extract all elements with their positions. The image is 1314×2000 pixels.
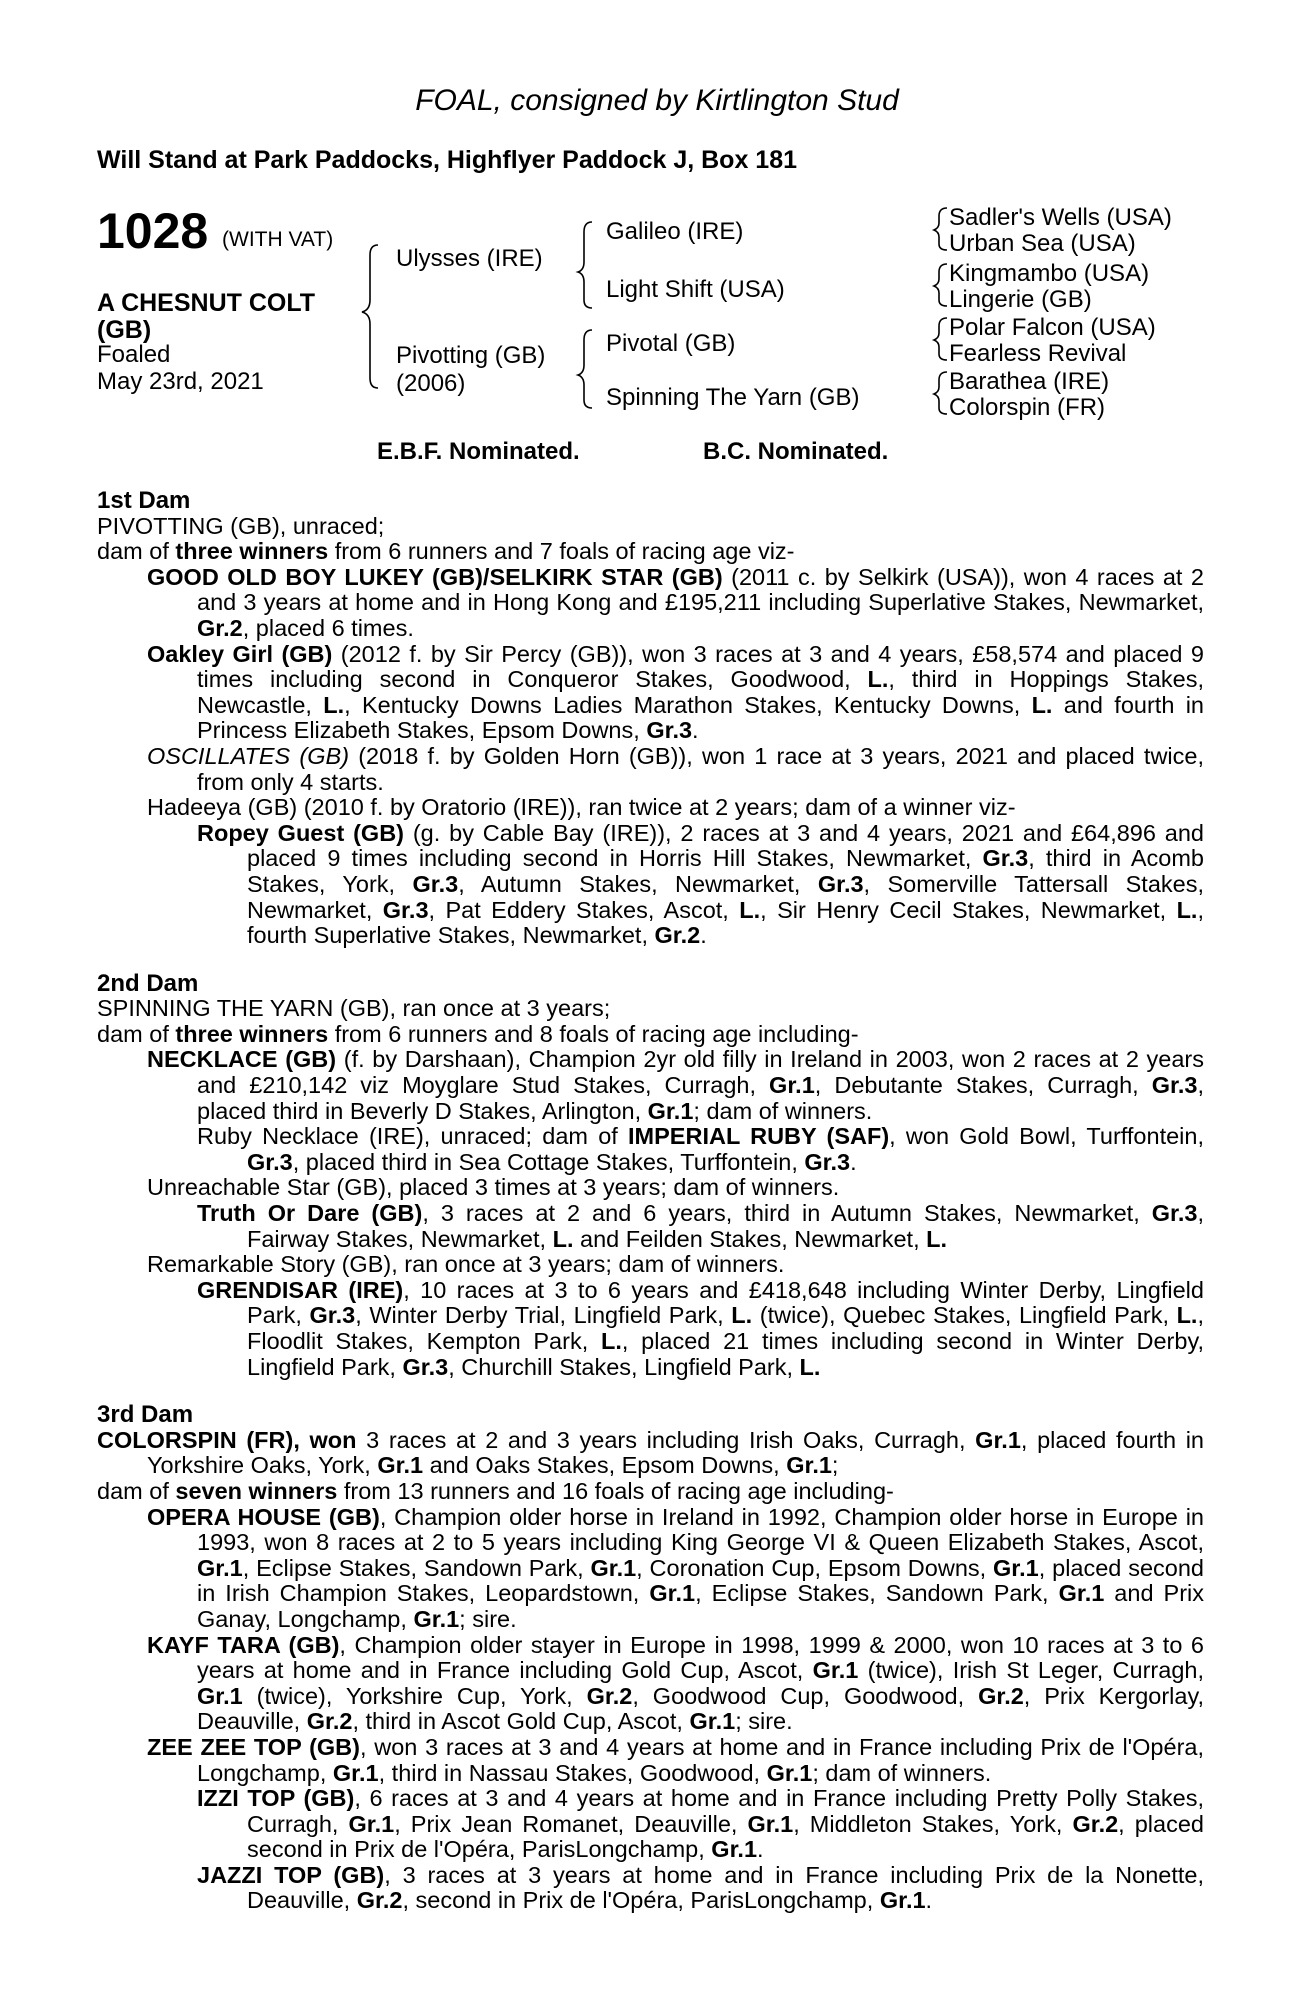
ebf-nominated: E.B.F. Nominated. bbox=[377, 438, 580, 465]
pedigree-ggp: Sadler's Wells (USA) bbox=[949, 204, 1172, 231]
pedigree-ggp: Lingerie (GB) bbox=[949, 286, 1092, 313]
first-dam-section bbox=[97, 488, 1204, 949]
second-dam-section bbox=[97, 971, 1204, 1381]
pedigree-dam-dam: Spinning The Yarn (GB) bbox=[606, 384, 860, 411]
dam-summary-line: COLORSPIN (FR), won 3 races at 2 and 3 years including Irish Oaks, Curragh, Gr.1, placed fourth in Yorkshire Oaks, York, Gr.1 and Oaks Stakes, Epsom Downs, Gr.1; bbox=[97, 1426, 1205, 1479]
produce-entry: Hadeeya (GB) (2010 f. by Oratorio (IRE)), ran twice at 2 years; dam of a winner viz- bbox=[147, 794, 1016, 821]
produce-entry: GRENDISAR (IRE), 10 races at 3 to 6 years and £418,648 including Winter Derby, Lingfield Park, Gr.3, Winter Derby Trial, Lingfield Park, L. (twice), Quebec Stakes, Lingfield Park, L., Floodlit Stakes, Kempton Park, L., placed 21 times including second in Winter Derby, Lingfield Park, Gr.3, Churchill Stakes, Lingfield Park, L. bbox=[197, 1276, 1204, 1380]
pedigree-dam-year: (2006) bbox=[396, 370, 466, 397]
section-heading: 2nd Dam bbox=[97, 969, 199, 997]
produce-entry: Ruby Necklace (IRE), unraced; dam of IMPERIAL RUBY (SAF), won Gold Bowl, Turffontein, Gr.3, placed third in Sea Cottage Stakes, Turffontein, Gr.3. bbox=[197, 1123, 1204, 1175]
produce-entry: JAZZI TOP (GB), 3 races at 3 years at home and in France including Prix de la Nonette, Deauville, Gr.2, second in Prix de l'Opéra, ParisLongchamp, Gr.1. bbox=[197, 1861, 1204, 1914]
pedigree-dam: Pivotting (GB) bbox=[396, 342, 546, 369]
stand-location: Will Stand at Park Paddocks, Highflyer Paddock J, Box 181 bbox=[97, 146, 797, 174]
pedigree-ggp: Polar Falcon (USA) bbox=[949, 314, 1156, 341]
dam-summary-line: SPINNING THE YARN (GB), ran once at 3 years; bbox=[97, 995, 611, 1022]
produce-entry: GOOD OLD BOY LUKEY (GB)/SELKIRK STAR (GB) (2011 c. by Selkirk (USA)), won 4 races at 2 and 3 years at home and in Hong Kong and £195,211 including Superlative Stakes, Newmarket, Gr.2, placed 6 times. bbox=[147, 563, 1204, 641]
vat-note: (WITH VAT) bbox=[222, 228, 334, 251]
dam-summary-line: dam of three winners from 6 runners and 7 foals of racing age viz- bbox=[97, 538, 795, 565]
section-heading: 1st Dam bbox=[97, 487, 191, 514]
foaled-date: May 23rd, 2021 bbox=[97, 368, 264, 395]
produce-entry: OPERA HOUSE (GB), Champion older horse in Ireland in 1992, Champion older horse in Europe in 1993, won 8 races at 2 to 5 years including King George VI & Queen Elizabeth Stakes, Ascot, Gr.1, Eclipse Stakes, Sandown Park, Gr.1, Coronation Cup, Epsom Downs, Gr.1, placed second in Irish Champion Stakes, Leopardstown, Gr.1, Eclipse Stakes, Sandown Park, Gr.1 and Prix Ganay, Longchamp, Gr.1; sire. bbox=[147, 1503, 1204, 1632]
dam-summary-line: PIVOTTING (GB), unraced; bbox=[97, 512, 385, 539]
produce-entry: Oakley Girl (GB) (2012 f. by Sir Percy (GB)), won 3 races at 3 and 4 years, £58,574 and placed 9 times including second in Conqueror Stakes, Goodwood, L., third in Hoppings Stakes, Newcastle, L., Kentucky Downs Ladies Marathon Stakes, Kentucky Downs, L. and fourth in Princess Elizabeth Stakes, Epsom Downs, Gr.3. bbox=[147, 640, 1204, 744]
catalogue-body bbox=[97, 488, 1204, 1914]
pedigree-dam-sire: Pivotal (GB) bbox=[606, 330, 736, 357]
section-heading: 3rd Dam bbox=[97, 1401, 194, 1429]
lot-number: 1028 bbox=[97, 203, 209, 259]
dam-summary-line: dam of three winners from 6 runners and 8 foals of racing age including- bbox=[97, 1020, 859, 1047]
pedigree-ggp: Fearless Revival bbox=[949, 340, 1127, 367]
third-dam-section bbox=[97, 1402, 1204, 1914]
description-line: (GB) bbox=[97, 316, 152, 344]
pedigree-sire-dam: Light Shift (USA) bbox=[606, 276, 785, 303]
produce-entry: Ropey Guest (GB) (g. by Cable Bay (IRE)), 2 races at 3 and 4 years, 2021 and £64,896 and placed 9 times including second in Horris Hill Stakes, Newmarket, Gr.3, third in Acomb Stakes, York, Gr.3, Autumn Stakes, Newmarket, Gr.3, Somerville Tattersall Stakes, Newmarket, Gr.3, Pat Eddery Stakes, Ascot, L., Sir Henry Cecil Stakes, Newmarket, L., fourth Superlative Stakes, Newmarket, Gr.2. bbox=[197, 819, 1204, 949]
produce-entry: ZEE ZEE TOP (GB), won 3 races at 3 and 4 years at home and in France including Prix de l'Opéra, Longchamp, Gr.1, third in Nassau Stakes, Goodwood, Gr.1; dam of winners. bbox=[147, 1733, 1204, 1786]
description-line: A CHESNUT COLT bbox=[97, 289, 316, 317]
pedigree-ggp: Kingmambo (USA) bbox=[949, 260, 1150, 287]
produce-entry: NECKLACE (GB) (f. by Darshaan), Champion 2yr old filly in Ireland in 2003, won 2 races at 2 years and £210,142 viz Moyglare Stud Stakes, Curragh, Gr.1, Debutante Stakes, Curragh, Gr.3, placed third in Beverly D Stakes, Arlington, Gr.1; dam of winners. bbox=[147, 1046, 1204, 1124]
consignment-line: FOAL, consigned by Kirtlington Stud bbox=[415, 84, 899, 117]
produce-entry: Unreachable Star (GB), placed 3 times at 3 years; dam of winners. bbox=[147, 1174, 840, 1201]
pedigree-ggp: Barathea (IRE) bbox=[949, 368, 1110, 395]
produce-entry: OSCILLATES (GB) (2018 f. by Golden Horn (GB)), won 1 race at 3 years, 2021 and placed twice, from only 4 starts. bbox=[147, 742, 1204, 795]
produce-entry: Truth Or Dare (GB), 3 races at 2 and 6 years, third in Autumn Stakes, Newmarket, Gr.3, Fairway Stakes, Newmarket, L. and Feilden Stakes, Newmarket, L. bbox=[197, 1200, 1204, 1252]
produce-entry: IZZI TOP (GB), 6 races at 3 and 4 years at home and in France including Pretty Polly Stakes, Curragh, Gr.1, Prix Jean Romanet, Deauville, Gr.1, Middleton Stakes, York, Gr.2, placed second in Prix de l'Opéra, ParisLongchamp, Gr.1. bbox=[197, 1785, 1204, 1863]
pedigree-sire: Ulysses (IRE) bbox=[396, 245, 543, 272]
pedigree-ggp: Colorspin (FR) bbox=[949, 394, 1106, 421]
dam-summary-line: dam of seven winners from 13 runners and 16 foals of racing age including- bbox=[97, 1477, 894, 1504]
produce-entry: Remarkable Story (GB), ran once at 3 years; dam of winners. bbox=[147, 1251, 785, 1278]
foaled-label: Foaled bbox=[97, 341, 171, 368]
produce-entry: KAYF TARA (GB), Champion older stayer in Europe in 1998, 1999 & 2000, won 10 races at 3 to 6 years at home and in France including Gold Cup, Ascot, Gr.1 (twice), Irish St Leger, Curragh, Gr.1 (twice), Yorkshire Cup, York, Gr.2, Goodwood Cup, Goodwood, Gr.2, Prix Kergorlay, Deauville, Gr.2, third in Ascot Gold Cup, Ascot, Gr.1; sire. bbox=[147, 1631, 1204, 1735]
bc-nominated: B.C. Nominated. bbox=[703, 438, 889, 465]
pedigree-ggp: Urban Sea (USA) bbox=[949, 230, 1136, 257]
pedigree-sire-sire: Galileo (IRE) bbox=[606, 218, 744, 245]
